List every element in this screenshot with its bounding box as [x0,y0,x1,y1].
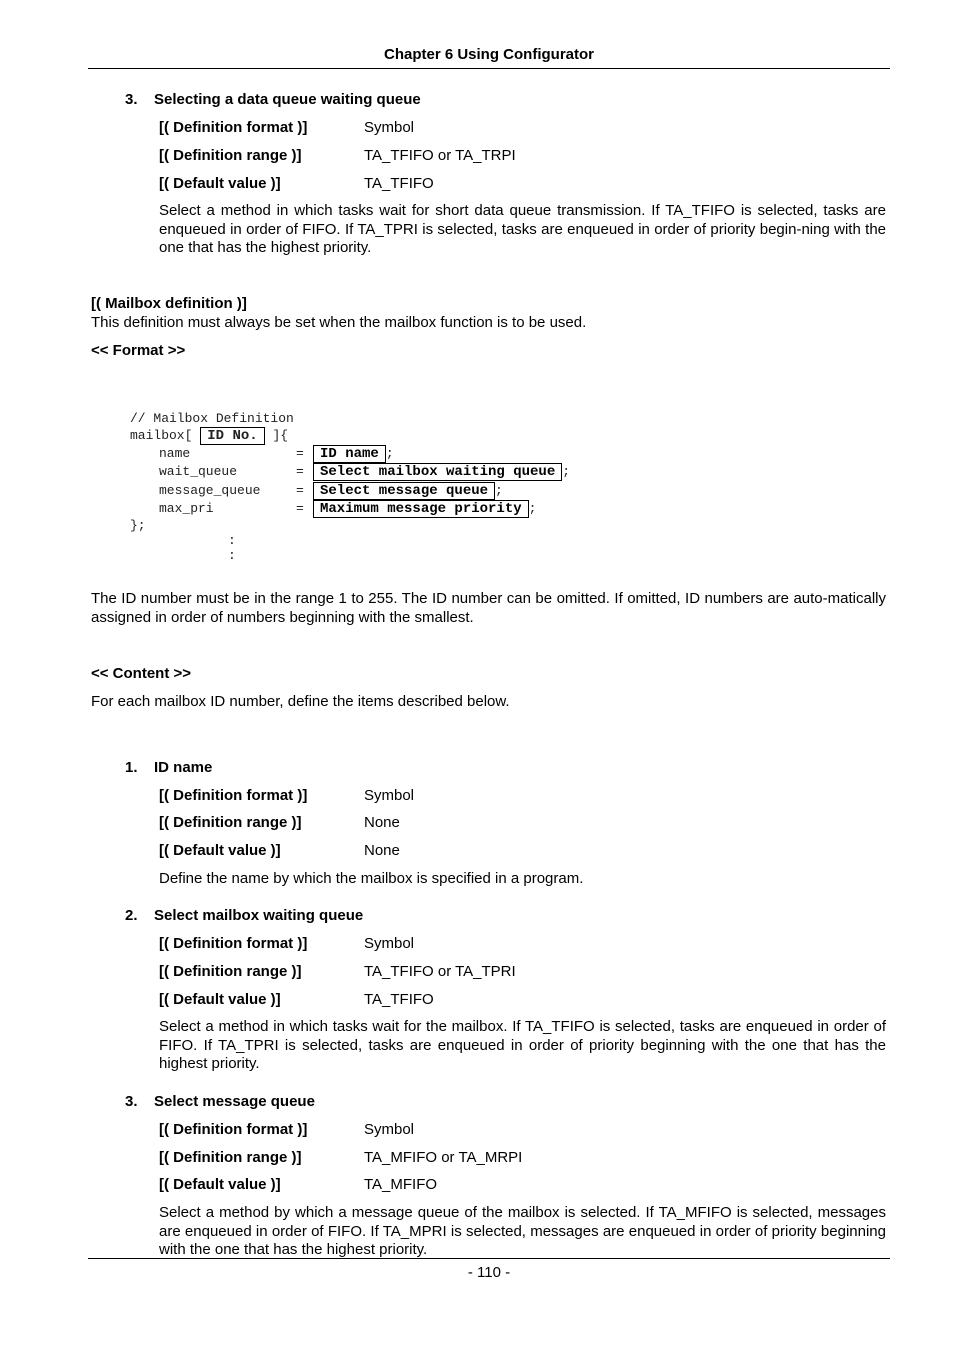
definition-format-label: [( Definition format )] [159,1121,308,1138]
default-value-value: TA_TFIFO [364,991,434,1008]
default-value-value: None [364,842,400,859]
item-description: Select a method by which a message queue of the mailbox is selected. If TA_MFIFO is selected, messages are enqueued in order of FIFO. If TA_MPRI is selected, messages are enqueued in order of priority beginning with the one that has the highest priority. [159,1204,886,1258]
definition-format-value: Symbol [364,935,415,952]
definition-range-value: None [364,814,400,831]
id-no-placeholder-box: ID No. [200,427,264,445]
code-mailbox-open [130,427,288,445]
code-open-brace: ]{ [272,428,289,443]
code-mailbox-keyword: mailbox[ [130,428,193,443]
page-header-title: Chapter 6 Using Configurator [383,46,594,63]
code-equals: = [296,483,304,498]
default-value-label: [( Default value )] [159,175,281,192]
message-queue-placeholder-box: Select message queue [313,482,495,500]
code-key-message-queue: message_queue [159,483,261,498]
code-comment: // Mailbox Definition [130,411,294,426]
definition-format-value: Symbol [364,787,415,804]
definition-format-label: [( Definition format )] [159,787,308,804]
definition-format-label: [( Definition format )] [159,935,308,952]
item-title: Select mailbox waiting queue [154,907,364,924]
mailbox-definition-intro: This definition must always be set when the mailbox function is to be used. [91,314,587,331]
definition-range-label: [( Definition range )] [159,1149,302,1166]
content-intro: For each mailbox ID number, define the items described below. [91,693,510,710]
default-value-label: [( Default value )] [159,1176,281,1193]
definition-range-label: [( Definition range )] [159,814,302,831]
code-value-max-pri [313,499,536,518]
code-ellipsis: : [228,533,236,548]
mailbox-definition-heading: [( Mailbox definition )] [91,295,247,312]
code-value-message-queue [313,481,503,500]
code-semicolon: ; [562,464,571,479]
id-name-placeholder-box: ID name [313,445,386,463]
id-number-note: The ID number must be in the range 1 to 255. The ID number can be omitted. If omitted, ID numbers are auto-matically assigned in order of numbers beginning with the smallest. [91,590,886,626]
section-number: 3. [125,91,138,108]
definition-range-label: [( Definition range )] [159,147,302,164]
definition-range-value: TA_TFIFO or TA_TPRI [364,963,516,980]
definition-range-value: TA_TFIFO or TA_TRPI [364,147,516,164]
code-equals: = [296,446,304,461]
wait-queue-placeholder-box: Select mailbox waiting queue [313,463,562,481]
code-semicolon: ; [495,483,503,498]
default-value-label: [( Default value )] [159,991,281,1008]
content-heading: << Content >> [91,665,192,682]
code-equals: = [296,501,304,516]
definition-format-label: [( Definition format )] [159,119,308,136]
footer-rule [88,1258,890,1259]
section-description: Select a method in which tasks wait for short data queue transmission. If TA_TFIFO is selected, tasks are enqueued in order of FIFO. If TA_TPRI is selected, tasks are enqueued in order of priority begin-ning with the one that has the highest priority. [159,202,886,256]
code-equals: = [296,464,304,479]
code-close-brace: }; [130,518,146,533]
item-description: Define the name by which the mailbox is specified in a program. [159,870,584,887]
default-value-value: TA_TFIFO [364,175,434,192]
definition-range-value: TA_MFIFO or TA_MRPI [364,1149,523,1166]
code-value-name [313,444,394,463]
definition-format-value: Symbol [364,119,415,136]
definition-range-label: [( Definition range )] [159,963,302,980]
item-title: Select message queue [154,1093,315,1110]
item-title: ID name [154,759,213,776]
definition-format-value: Symbol [364,1121,415,1138]
item-number: 1. [125,759,138,776]
item-number: 3. [125,1093,138,1110]
code-key-name: name [159,446,191,461]
page-number: - 110 - [467,1264,511,1281]
code-semicolon: ; [528,501,537,516]
code-key-max-pri: max_pri [159,501,214,516]
default-value-value: TA_MFIFO [364,1176,438,1193]
code-key-wait-queue: wait_queue [159,464,238,479]
header-rule [88,68,890,69]
code-semicolon: ; [385,446,394,461]
max-priority-placeholder-box: Maximum message priority [313,500,529,518]
code-value-wait-queue [313,462,570,481]
item-description: Select a method in which tasks wait for the mailbox. If TA_TFIFO is selected, tasks are enqueued in order of FIFO. If TA_TPRI is selected, tasks are enqueued in order of priority beginning with the one that has the highest priority. [159,1018,886,1072]
format-heading: << Format >> [91,342,186,359]
default-value-label: [( Default value )] [159,842,281,859]
item-number: 2. [125,907,138,924]
section-title: Selecting a data queue waiting queue [154,91,421,108]
code-ellipsis: : [228,548,236,563]
